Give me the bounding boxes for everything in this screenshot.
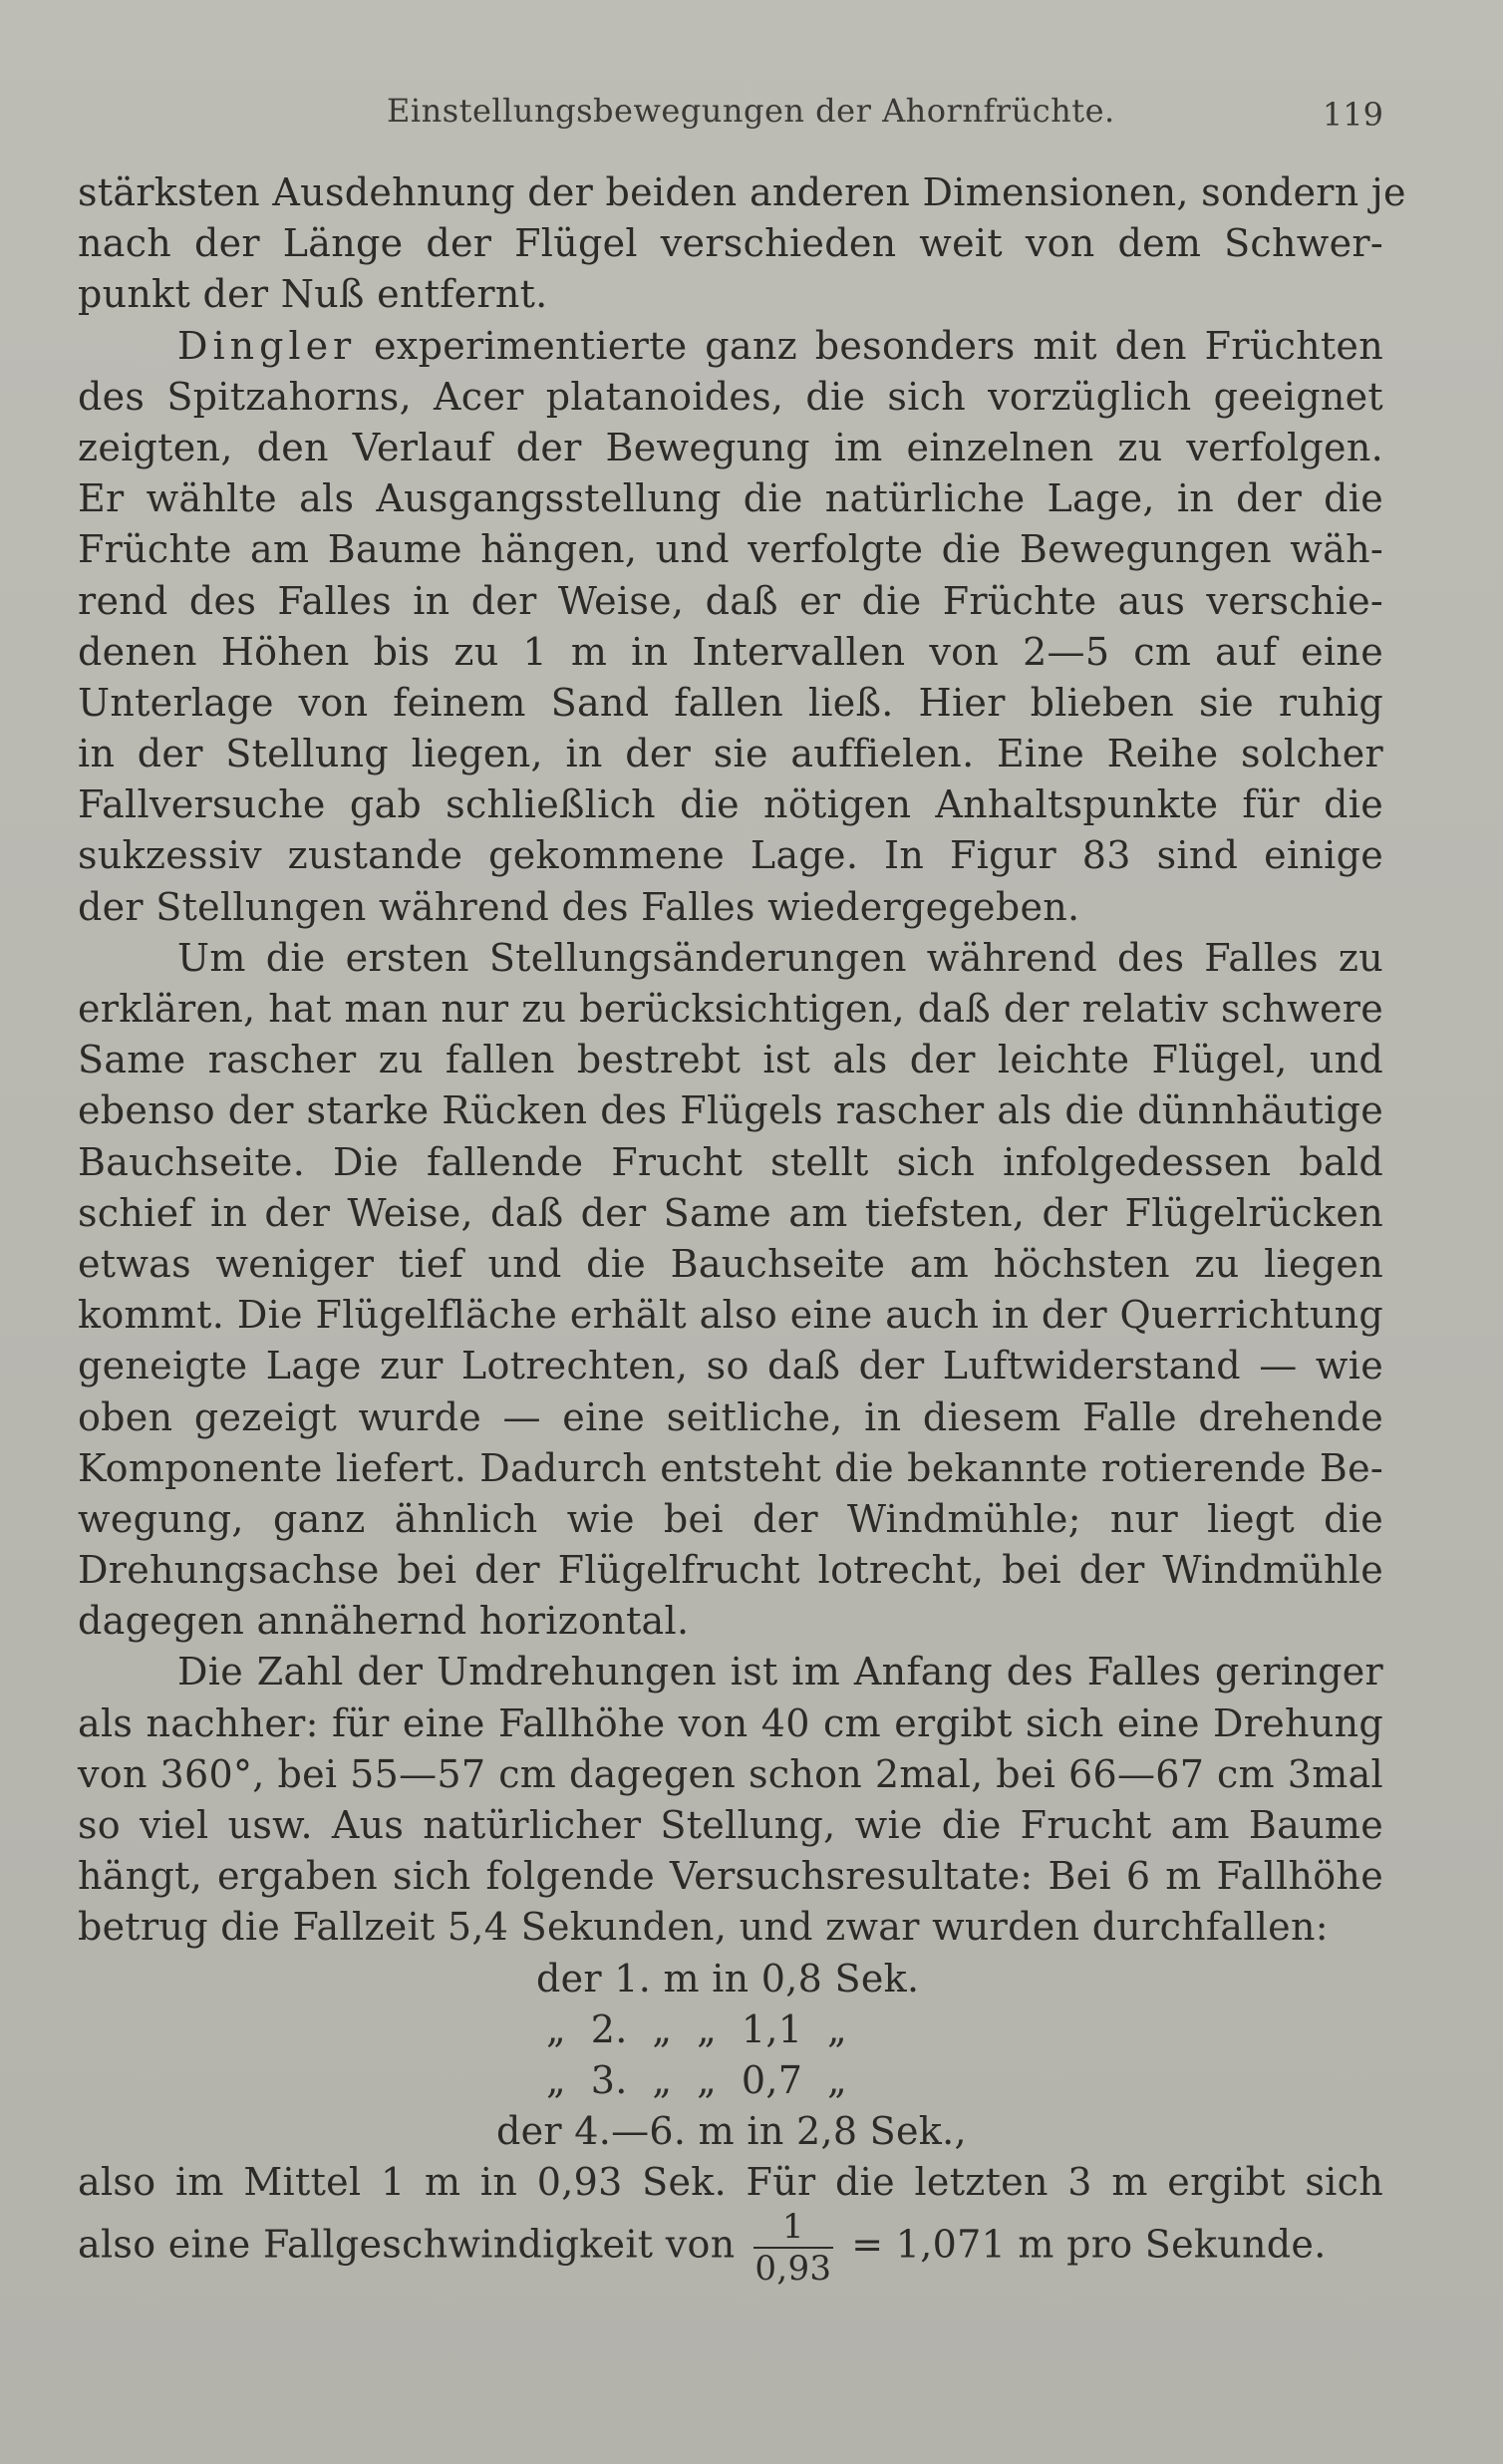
running-header — [78, 92, 1383, 142]
text-line: Er wählte als Ausgangsstellung die natürliche Lage, in der die — [78, 476, 1383, 521]
text-line: Komponente liefert. Dadurch entsteht die bekannte rotierende Be- — [78, 1445, 1383, 1490]
text-line: nach der Länge der Flügel verschieden weit von dem Schwer- — [78, 221, 1383, 266]
text-line: kommt. Die Flügelfläche erhält also eine auch in der Querrichtung — [78, 1293, 1383, 1338]
table-row: „ 3. „ „ 0,7 „ — [546, 2057, 847, 2102]
fraction — [753, 2206, 833, 2289]
text-line: geneigte Lage zur Lotrechten, so daß der Luftwiderstand — wie — [78, 1344, 1383, 1388]
text-line — [78, 321, 1383, 372]
text-line: sukzessiv zustande gekommene Lage. In Figur 83 sind einige — [78, 833, 1383, 878]
text-line: also im Mittel 1 m in 0,93 Sek. Für die letzten 3 m ergibt sich — [78, 2160, 1383, 2205]
formula-text-before: also eine Fallgeschwindigkeit von — [78, 2222, 736, 2266]
text-line: als nachher: für eine Fallhöhe von 40 cm ergibt sich eine Drehung — [78, 1700, 1383, 1745]
text-fragment: experimentierte ganz besonders mit den Früchten — [356, 323, 1383, 368]
text-line: hängt, ergaben sich folgende Versuchsresultate: Bei 6 m Fallhöhe — [78, 1854, 1383, 1899]
text-line: etwas weniger tief und die Bauchseite am höchsten zu liegen — [78, 1241, 1383, 1286]
table-row: der 4.—6. m in 2,8 Sek., — [496, 2109, 967, 2154]
text-line: rend des Falles in der Weise, daß er die Früchte aus verschie- — [78, 578, 1383, 623]
formula-line — [78, 2206, 1383, 2299]
text-line: zeigten, den Verlauf der Bewegung im einzelnen zu verfolgen. — [78, 425, 1383, 469]
author-name: Dingler — [177, 323, 357, 368]
text-line: betrug die Fallzeit 5,4 Sekunden, und zwar wurden durchfallen: — [78, 1905, 1329, 1950]
text-line: von 360°, bei 55—57 cm dagegen schon 2mal, bei 66—67 cm 3mal — [78, 1751, 1383, 1796]
text-line: Same rascher zu fallen bestrebt ist als der leichte Flügel, und — [78, 1038, 1383, 1082]
text-line: Drehungsachse bei der Flügelfrucht lotrecht, bei der Windmühle — [78, 1548, 1383, 1593]
fraction-numerator: 1 — [753, 2209, 833, 2249]
text-line: stärksten Ausdehnung der beiden anderen Dimensionen, sondern je — [78, 170, 1406, 214]
text-line: Bauchseite. Die fallende Frucht stellt sich infolgedessen bald — [78, 1139, 1383, 1184]
text-line: dagegen annähernd horizontal. — [78, 1599, 690, 1644]
text-line: in der Stellung liegen, in der sie auffielen. Eine Reihe solcher — [78, 732, 1383, 776]
text-line: schief in der Weise, daß der Same am tiefsten, der Flügelrücken — [78, 1190, 1383, 1235]
text-line: der Stellungen während des Falles wiedergegeben. — [78, 884, 1080, 929]
table-row: der 1. m in 0,8 Sek. — [536, 1956, 920, 2001]
running-title: Einstellungsbewegungen der Ahornfrüchte. — [387, 92, 1115, 130]
text-line: Früchte am Baume hängen, und verfolgte die Bewegungen wäh- — [78, 527, 1383, 572]
text-line: Unterlage von feinem Sand fallen ließ. Hier blieben sie ruhig — [78, 680, 1383, 725]
text-line: des Spitzahorns, Acer platanoides, die sich vorzüglich geeignet — [78, 374, 1383, 419]
text-line: ebenso der starke Rücken des Flügels rascher als die dünnhäutige — [78, 1088, 1383, 1133]
table-row: „ 2. „ „ 1,1 „ — [546, 2006, 847, 2051]
text-line: denen Höhen bis zu 1 m in Intervallen von 2—5 cm auf eine — [78, 629, 1383, 674]
text-line: Die Zahl der Umdrehungen ist im Anfang des Falles geringer — [177, 1650, 1383, 1694]
text-line: punkt der Nuß entfernt. — [78, 272, 548, 317]
formula-text-after: = 1,071 m pro Sekunde. — [851, 2222, 1327, 2266]
text-line: Um die ersten Stellungsänderungen während des Falles zu — [177, 935, 1383, 980]
body-text — [78, 167, 1406, 2299]
text-line: erklären, hat man nur zu berücksichtigen, daß der relativ schwere — [78, 987, 1383, 1031]
text-line: so viel usw. Aus natürlicher Stellung, wie die Frucht am Baume — [78, 1803, 1383, 1847]
page-number: 119 — [1322, 96, 1383, 134]
fraction-denominator: 0,93 — [754, 2248, 832, 2289]
text-line: wegung, ganz ähnlich wie bei der Windmühle; nur liegt die — [78, 1496, 1383, 1541]
text-line: oben gezeigt wurde — eine seitliche, in diesem Falle drehende — [78, 1394, 1383, 1439]
text-line: Fallversuche gab schließlich die nötigen Anhaltspunkte für die — [78, 782, 1383, 827]
